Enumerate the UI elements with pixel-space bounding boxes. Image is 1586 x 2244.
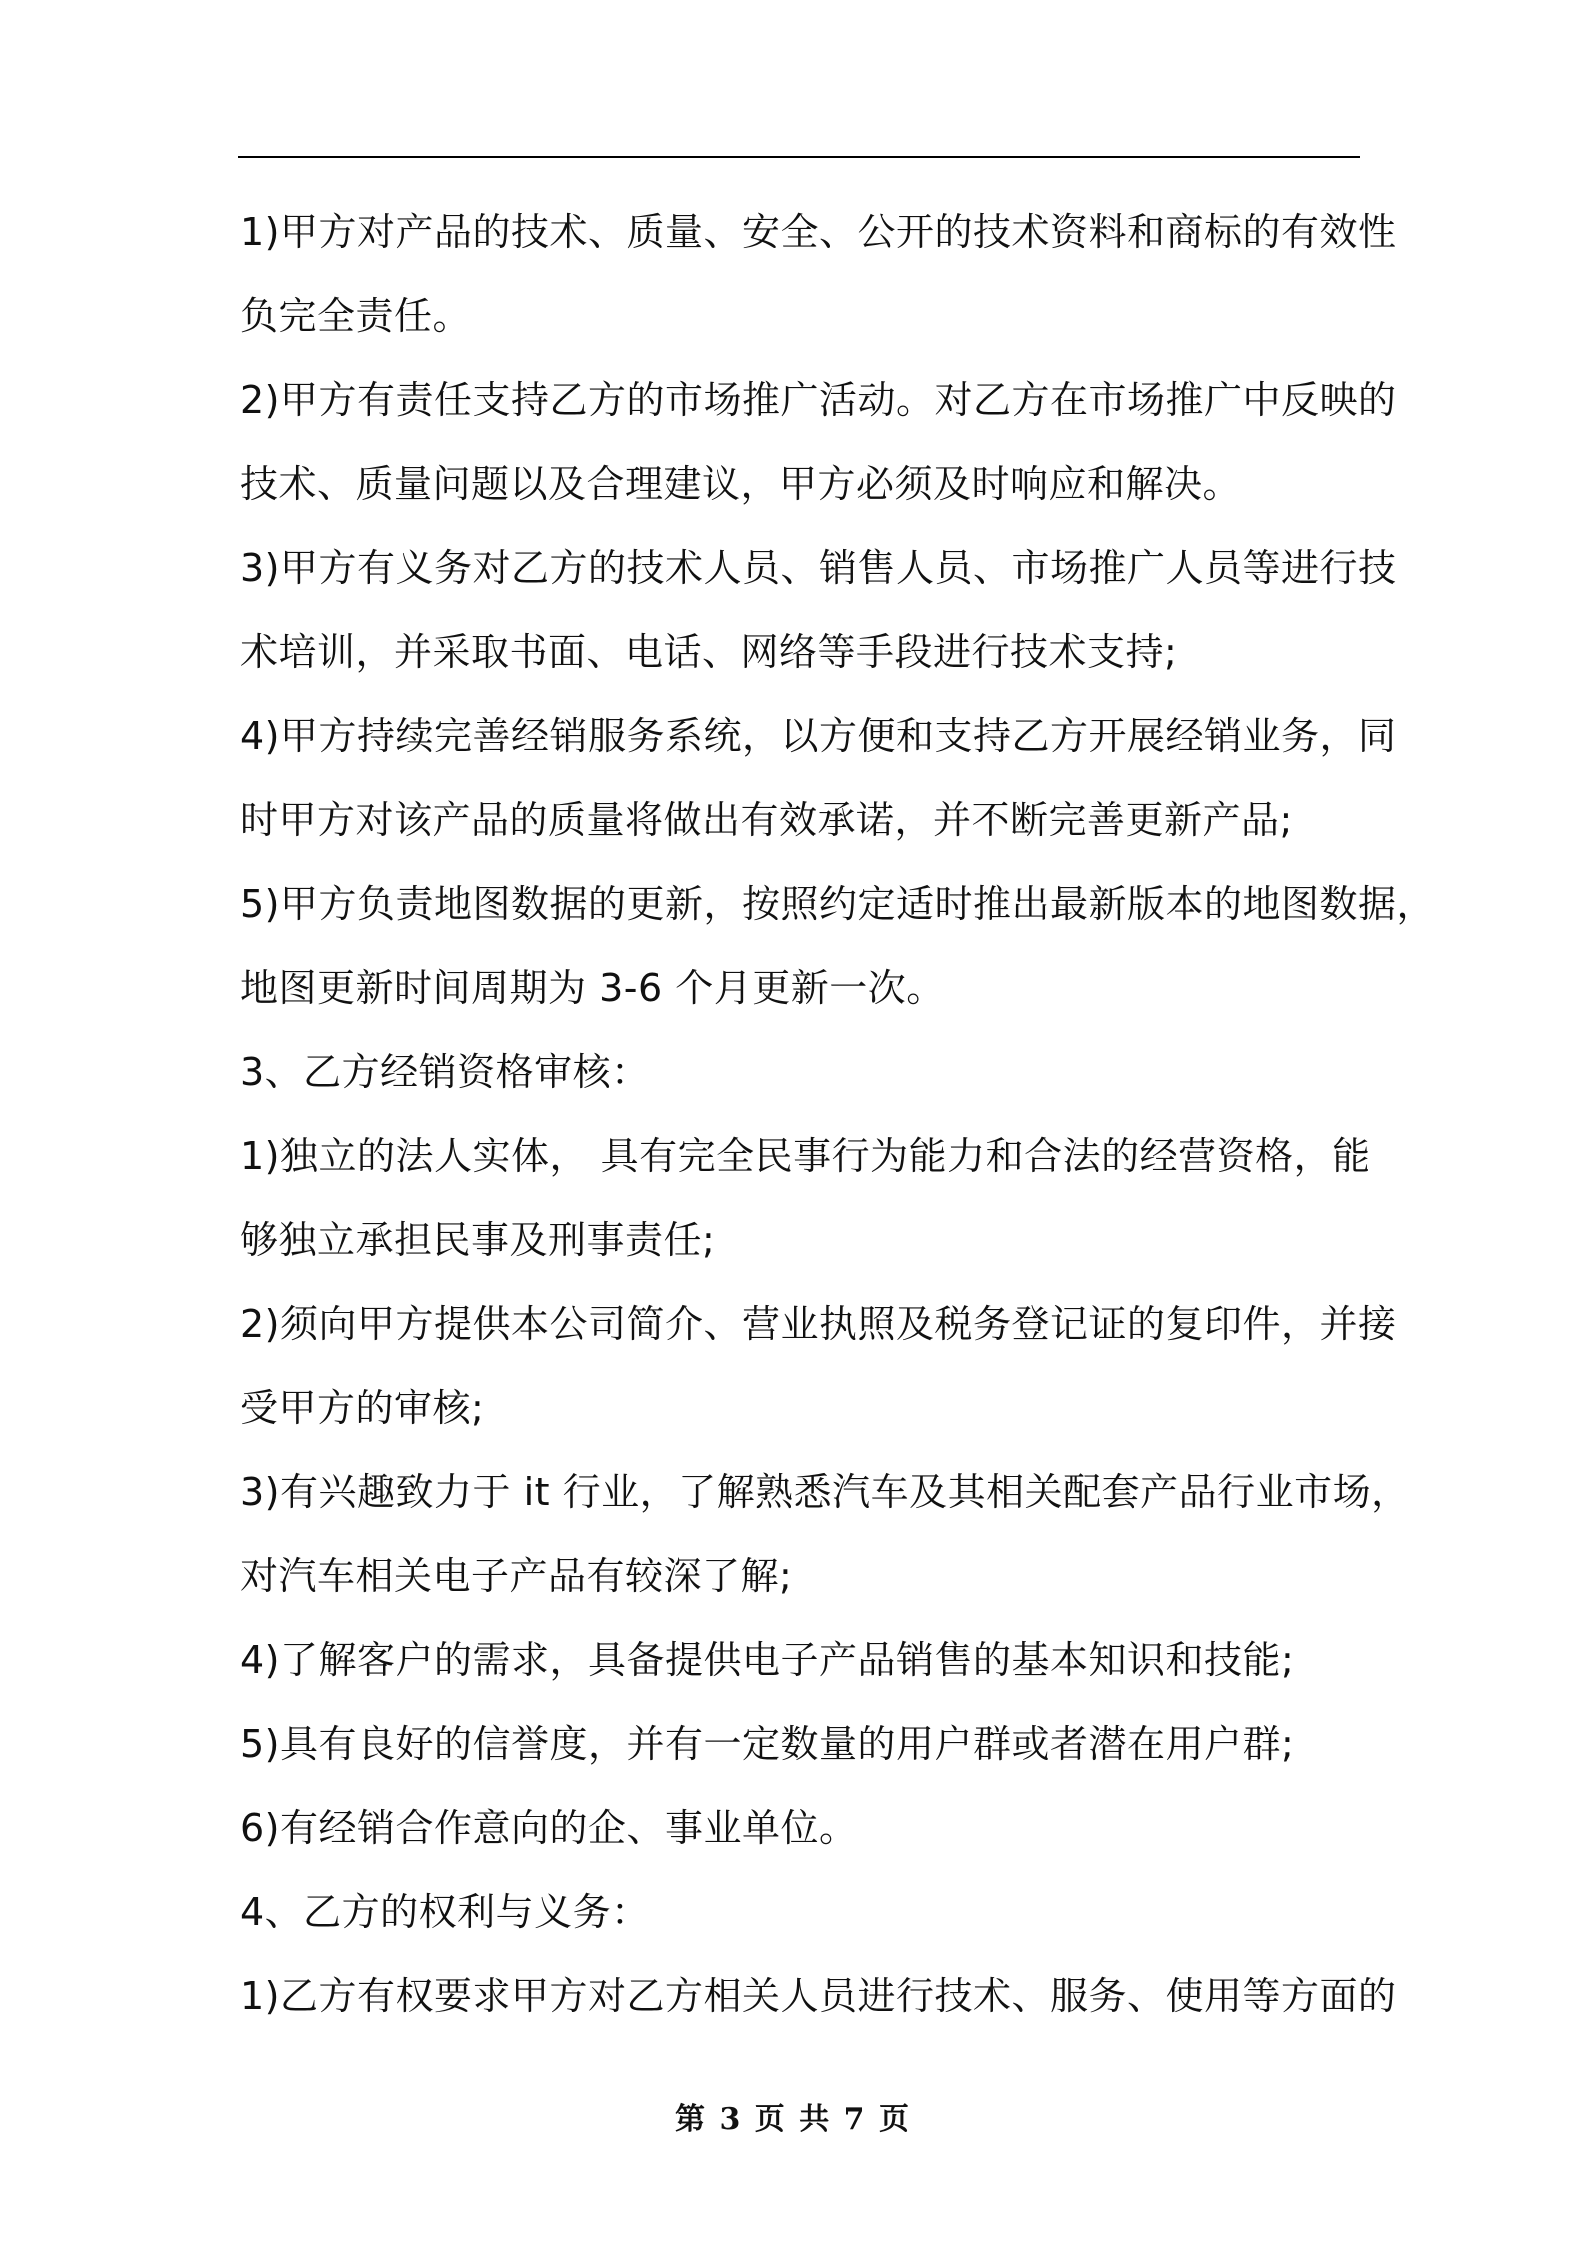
paragraph bbox=[240, 1450, 1410, 1618]
paragraph bbox=[240, 1954, 1397, 2038]
text-line: 1)独立的法人实体， 具有完全民事行为能力和合法的经营资格，能 bbox=[240, 1134, 1371, 1178]
text-line: 对汽车相关电子产品有较深了解; bbox=[240, 1554, 793, 1598]
paragraph bbox=[240, 526, 1397, 694]
page-number: 第 3 页 共 7 页 bbox=[675, 2102, 911, 2137]
header-divider bbox=[238, 156, 1360, 158]
text-line: 5)甲方负责地图数据的更新，按照约定适时推出最新版本的地图数据， bbox=[240, 882, 1436, 926]
text-line: 术培训，并采取书面、电话、网络等手段进行技术支持; bbox=[240, 630, 1178, 674]
text-line: 2)须向甲方提供本公司简介、营业执照及税务登记证的复印件，并接 bbox=[240, 1302, 1397, 1346]
paragraph bbox=[240, 1618, 1370, 1702]
text-line: 够独立承担民事及刑事责任; bbox=[240, 1218, 716, 1262]
text-line: 受甲方的审核; bbox=[240, 1386, 485, 1430]
paragraph bbox=[240, 694, 1397, 862]
text-line: 3、乙方经销资格审核： bbox=[240, 1050, 650, 1094]
text-line: 1)乙方有权要求甲方对乙方相关人员进行技术、服务、使用等方面的 bbox=[240, 1974, 1397, 2018]
document-body bbox=[240, 190, 1436, 2038]
text-line: 4)甲方持续完善经销服务系统，以方便和支持乙方开展经销业务，同 bbox=[240, 714, 1397, 758]
text-line: 时甲方对该产品的质量将做出有效承诺，并不断完善更新产品; bbox=[240, 798, 1293, 842]
text-line: 6)有经销合作意向的企、事业单位。 bbox=[240, 1806, 858, 1850]
paragraph bbox=[240, 862, 1436, 1030]
paragraph bbox=[240, 1702, 1370, 1786]
section-heading bbox=[240, 1870, 1370, 1954]
paragraph bbox=[240, 1114, 1370, 1282]
paragraph bbox=[240, 190, 1397, 358]
paragraph bbox=[240, 1282, 1397, 1450]
text-line: 3)有兴趣致力于 it 行业，了解熟悉汽车及其相关配套产品行业市场， bbox=[240, 1470, 1410, 1514]
text-line: 技术、质量问题以及合理建议，甲方必须及时响应和解决。 bbox=[240, 462, 1242, 506]
text-line: 2)甲方有责任支持乙方的市场推广活动。对乙方在市场推广中反映的 bbox=[240, 378, 1397, 422]
section-heading bbox=[240, 1030, 1370, 1114]
text-line: 5)具有良好的信誉度，并有一定数量的用户群或者潜在用户群; bbox=[240, 1722, 1295, 1766]
text-line: 4、乙方的权利与义务： bbox=[240, 1890, 650, 1934]
text-line: 3)甲方有义务对乙方的技术人员、销售人员、市场推广人员等进行技 bbox=[240, 546, 1397, 590]
paragraph bbox=[240, 358, 1397, 526]
paragraph bbox=[240, 1786, 1370, 1870]
text-line: 地图更新时间周期为 3-6 个月更新一次。 bbox=[240, 966, 945, 1010]
text-line: 负完全责任。 bbox=[240, 294, 472, 338]
text-line: 1)甲方对产品的技术、质量、安全、公开的技术资料和商标的有效性 bbox=[240, 210, 1397, 254]
text-line: 4)了解客户的需求，具备提供电子产品销售的基本知识和技能; bbox=[240, 1638, 1295, 1682]
